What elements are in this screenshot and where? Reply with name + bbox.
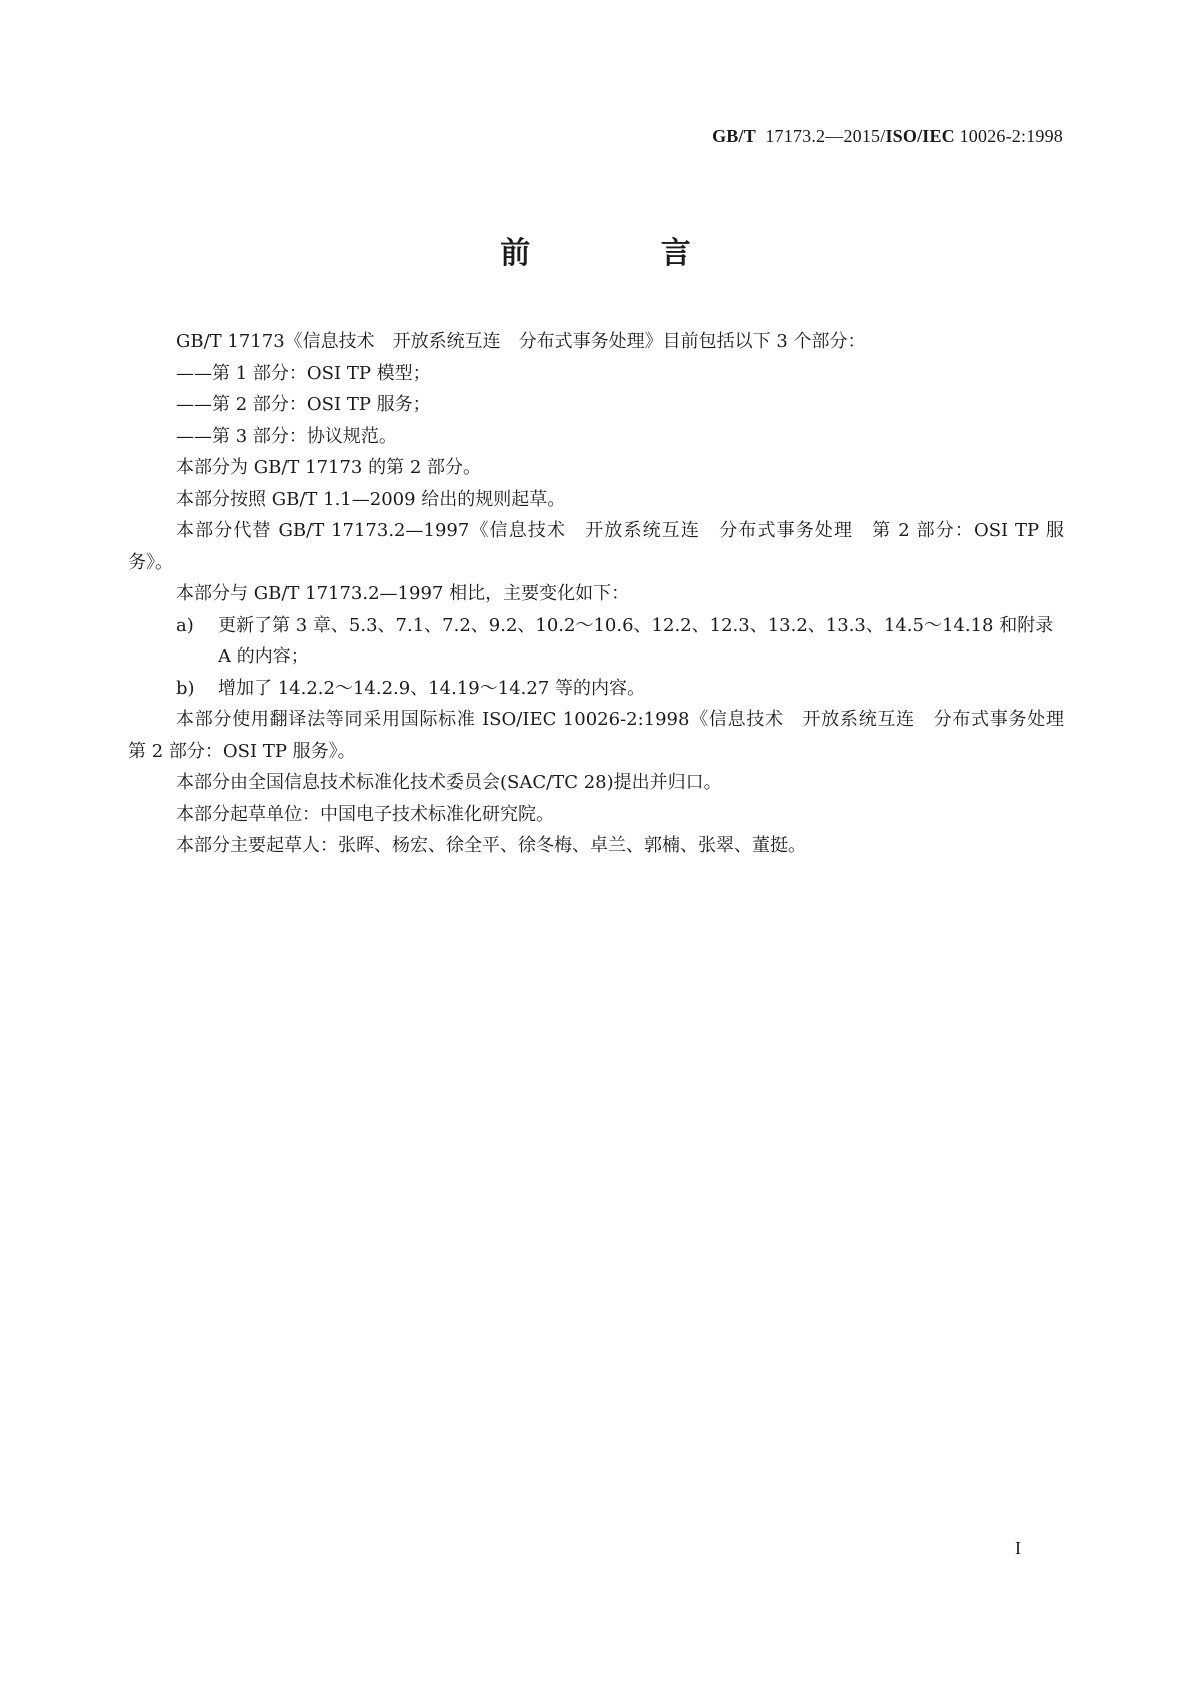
list-text: 更新了第 3 章、5.3、7.1、7.2、9.2、10.2～10.6、12.2、12.3、13.2、13.3、14.5～14.18 和附录 A 的内容； — [218, 614, 1059, 667]
paragraph-changes-intro: 本部分与 GB/T 17173.2—1997 相比，主要变化如下： — [176, 583, 630, 604]
document-body — [128, 326, 1082, 862]
change-item-b — [128, 673, 1064, 705]
list-marker: b) — [176, 677, 195, 699]
part-item-3: ——第 3 部分：协议规范。 — [176, 425, 397, 447]
paragraph-parts-intro: GB/T 17173《信息技术 开放系统互连 分布式事务处理》目前包括以下 3 个部分： — [176, 331, 866, 352]
paragraph-proposed-by: 本部分由全国信息技术标准化技术委员会(SAC/TC 28)提出并归口。 — [176, 772, 722, 793]
paragraph-adoption: 本部分使用翻译法等同采用国际标准 ISO/IEC 10026-2:1998《信息技术 开放系统互连 分布式事务处理 第 2 部分：OSI TP 服务》。 — [128, 709, 1082, 762]
paragraph-drafting-rules: 本部分按照 GB/T 1.1—2009 给出的规则起草。 — [176, 488, 566, 510]
part-item-2: ——第 2 部分：OSI TP 服务； — [176, 394, 431, 415]
change-item-a — [128, 610, 1064, 673]
page-number: I — [1015, 1538, 1021, 1558]
paragraph-replaces: 本部分代替 GB/T 17173.2—1997《信息技术 开放系统互连 分布式事务处理 第 2 部分：OSI TP 服务》。 — [128, 520, 1064, 573]
std-number: 17173.2—2015/ — [765, 126, 886, 146]
list-text: 增加了 14.2.2～14.2.9、14.19～14.27 等的内容。 — [218, 677, 646, 699]
paragraph-drafting-unit: 本部分起草单位：中国电子技术标准化研究院。 — [176, 803, 554, 825]
page-title: 前 言 — [500, 236, 751, 271]
paragraph-drafters: 本部分主要起草人：张晖、杨宏、徐全平、徐冬梅、卓兰、郭楠、张翠、董挺。 — [176, 835, 806, 856]
list-marker: a) — [176, 614, 194, 636]
standard-code — [712, 126, 1063, 147]
iso-prefix: ISO/IEC — [885, 126, 955, 146]
iso-number: 10026-2:1998 — [959, 126, 1063, 146]
std-prefix: GB/T — [712, 126, 756, 146]
part-item-1: ——第 1 部分：OSI TP 模型； — [176, 362, 431, 384]
paragraph-part-of: 本部分为 GB/T 17173 的第 2 部分。 — [176, 457, 481, 478]
